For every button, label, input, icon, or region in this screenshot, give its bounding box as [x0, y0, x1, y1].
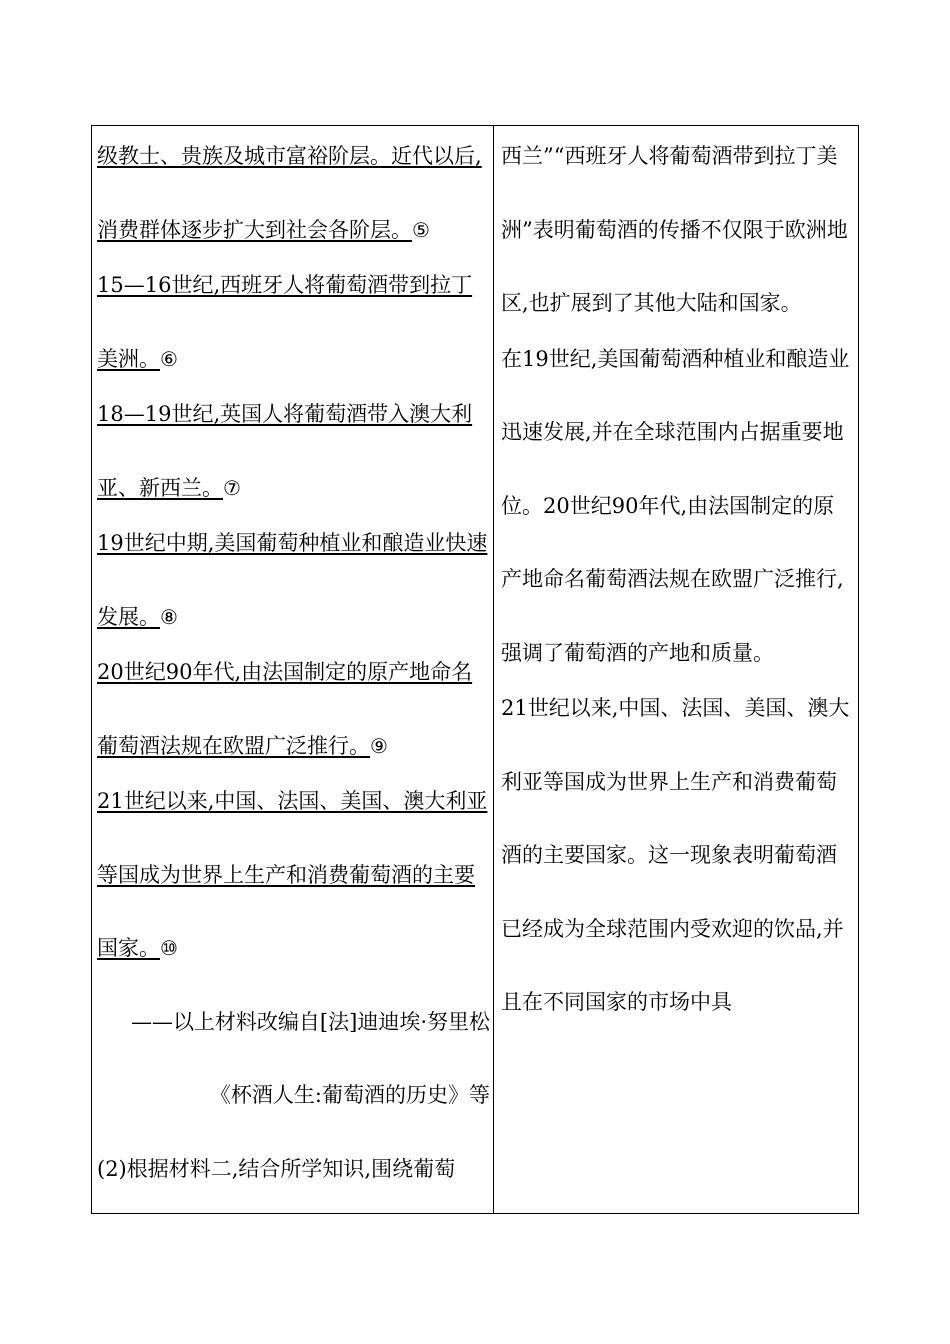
material-text: 18—19世纪,英国人将葡萄酒带入澳大利亚、新西兰。	[97, 402, 473, 500]
analysis-paragraph: 21世纪以来,中国、法国、美国、澳大利亚等国成为世界上生产和消费葡萄酒的主要国家。这一现象表明葡萄酒已经成为全球范围内受欢迎的饮品,并且在不同国家的市场中具	[501, 696, 850, 1014]
item-marker: ⑧	[160, 604, 178, 629]
material-text: 20世纪90年代,由法国制定的原产地命名葡萄酒法规在欧盟广泛推行。	[97, 660, 473, 758]
item-marker: ⑩	[160, 936, 178, 960]
item-marker: ⑥	[160, 346, 178, 371]
material-item-9	[97, 636, 490, 783]
material-column	[92, 126, 494, 1213]
material-item-10	[97, 765, 490, 986]
content-table	[91, 125, 859, 1214]
question-text: (2)根据材料二,结合所学知识,围绕葡萄	[97, 1156, 456, 1181]
material-item-8	[97, 507, 490, 654]
item-marker: ⑤	[412, 217, 430, 242]
analysis-column	[494, 126, 858, 1213]
material-source: ——以上材料改编自[法]迪迪埃·努里松《杯酒人生:葡萄酒的历史》等	[130, 1009, 490, 1107]
material-text: 21世纪以来,中国、法国、美国、澳大利亚等国成为世界上生产和消费葡萄酒的主要国家。	[97, 789, 488, 960]
analysis-paragraph: 西兰”“西班牙人将葡萄酒带到拉丁美洲”表明葡萄酒的传播不仅限于欧洲地区,也扩展到了其他大陆和国家。	[501, 144, 848, 315]
material-item-5	[97, 126, 490, 267]
material-text: 19世纪中期,美国葡萄种植业和酿造业快速发展。	[97, 531, 488, 629]
analysis-paragraph: 在19世纪,美国葡萄酒种植业和酿造业迅速发展,并在全球范围内占据重要地位。20世纪90年代,由法国制定的原产地命名葡萄酒法规在欧盟广泛推行,强调了葡萄酒的产地和质量。	[501, 346, 850, 665]
item-marker: ⑦	[223, 475, 241, 500]
material-item-6	[97, 249, 490, 396]
item-marker: ⑨	[370, 733, 388, 758]
material-text: 15—16世纪,西班牙人将葡萄酒带到拉丁美洲。	[97, 273, 473, 371]
material-item-7	[97, 378, 490, 525]
material-text: 级教士、贵族及城市富裕阶层。近代以后,消费群体逐步扩大到社会各阶层。	[97, 144, 482, 242]
